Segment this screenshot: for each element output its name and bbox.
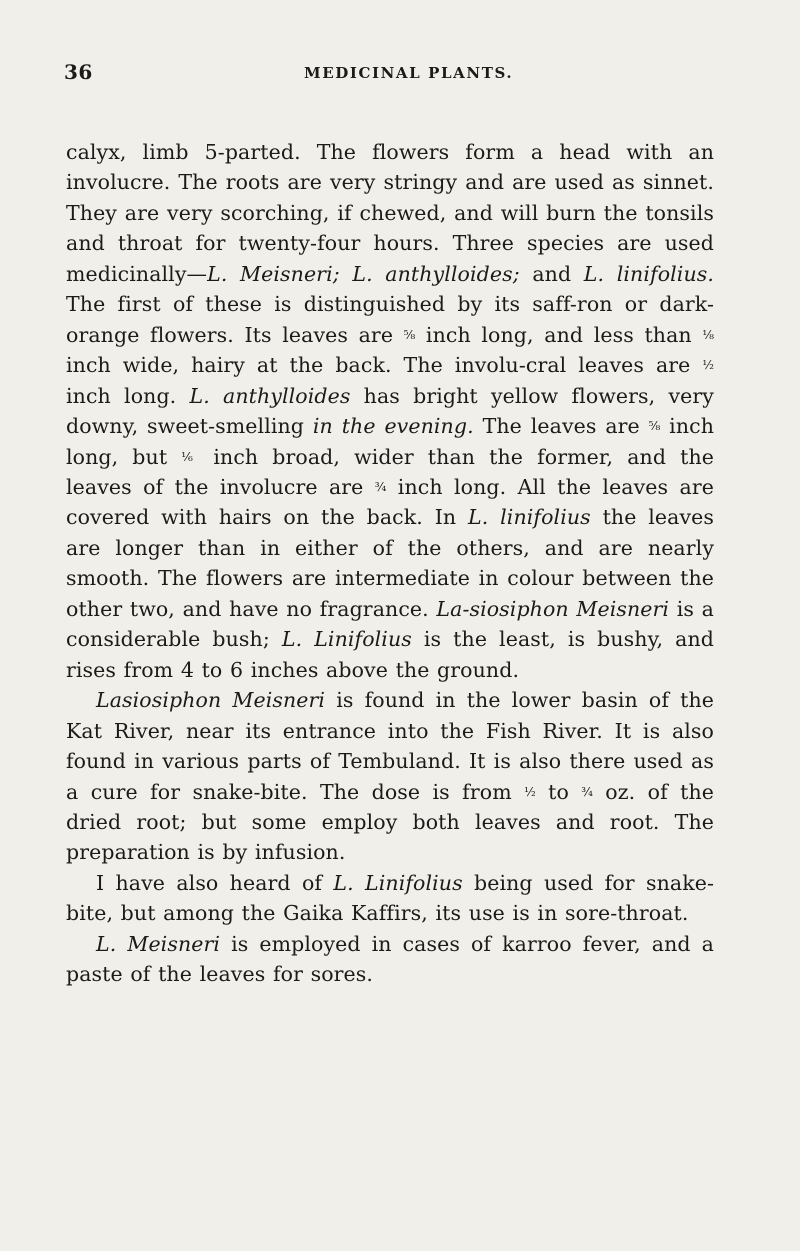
text-run: calyx, limb 5-parted. The flowers form a head with an involucre. The roots are very stringy and are used as sinnet. They are very scorching, if chewed, and will burn the tonsils and throat for twenty-four hours. Three species are used medicinally—	[66, 140, 714, 286]
running-title: MEDICINAL PLANTS.	[304, 64, 514, 82]
paragraph-2	[66, 685, 714, 868]
text-run: inch long, but	[66, 414, 714, 469]
fraction: ⅛	[702, 327, 714, 342]
species-name: L. Meisneri;	[207, 261, 340, 286]
species-name: L. anthylloides;	[352, 261, 520, 286]
text-run: inch wide, hairy at the back. The involu-cral leaves are	[66, 353, 703, 378]
species-name: L. Linifolius	[333, 870, 463, 895]
text-run: is found in the lower basin of the Kat River, near its entrance into the Fish River. It is also found in various parts of Tembuland. It is also there used as a cure for snake-bite. The dose is from	[66, 688, 714, 804]
paragraph-4	[66, 929, 714, 990]
body-text	[66, 137, 714, 990]
species-name: Lasiosiphon Meisneri	[96, 688, 326, 713]
species-name: L. linifolius.	[583, 261, 714, 286]
text-run	[340, 262, 353, 286]
text-run: the leaves are longer than in either of the others, and are nearly smooth. The flowers are intermediate in colour between the other two, and have no fragrance.	[66, 505, 714, 621]
text-run: to	[535, 779, 582, 804]
fraction: ⅙	[181, 449, 200, 464]
text-run: inch long. All the leaves are covered with hairs on the back. In	[66, 474, 714, 530]
paragraph-1	[66, 137, 714, 685]
fraction: ⅝	[648, 419, 661, 434]
page-number: 36	[64, 60, 93, 84]
text-run: inch broad, wider than the former, and the leaves of the involucre are	[66, 444, 714, 499]
text-run: inch long.	[66, 383, 190, 408]
running-head	[64, 60, 714, 90]
species-name: L. Meisneri	[96, 931, 221, 956]
text-run: has bright yellow flowers, very downy, sweet-smelling	[66, 383, 714, 439]
species-name: L. Linifolius	[281, 627, 412, 652]
paragraph-3	[66, 868, 714, 929]
text-run: I have also heard of	[96, 870, 334, 895]
text-run: and	[519, 261, 584, 286]
text-run: is the least, is bushy, and rises from 4 to 6 inches above the ground.	[66, 627, 715, 682]
species-name: L. anthylloides	[189, 383, 351, 408]
fraction: ½	[702, 358, 714, 373]
species-name: La-siosiphon Meisneri	[436, 596, 670, 621]
species-name: L. linifolius	[468, 505, 591, 530]
text-run: oz. of the dried root; but some employ both leaves and root. The preparation is by infusion.	[66, 779, 715, 865]
fraction: ½	[524, 784, 536, 799]
text-run: The first of these is distinguished by its saff-ron or dark-orange flowers. Its leaves are	[66, 292, 714, 347]
fraction: ¾	[581, 784, 593, 799]
fraction: ¾	[374, 479, 387, 494]
text-run: being used for snake-bite, but among the Gaika Kaffirs, its use is in sore-throat.	[66, 870, 714, 926]
text-run: is a considerable bush;	[66, 596, 715, 652]
text-run: is employed in cases of karroo fever, and a paste of the leaves for sores.	[66, 931, 714, 987]
fraction: ⅝	[403, 327, 416, 342]
text-run: inch long, and less than	[415, 322, 703, 347]
emphasis-text: in the evening.	[312, 414, 474, 439]
text-run: The leaves are	[473, 414, 649, 439]
